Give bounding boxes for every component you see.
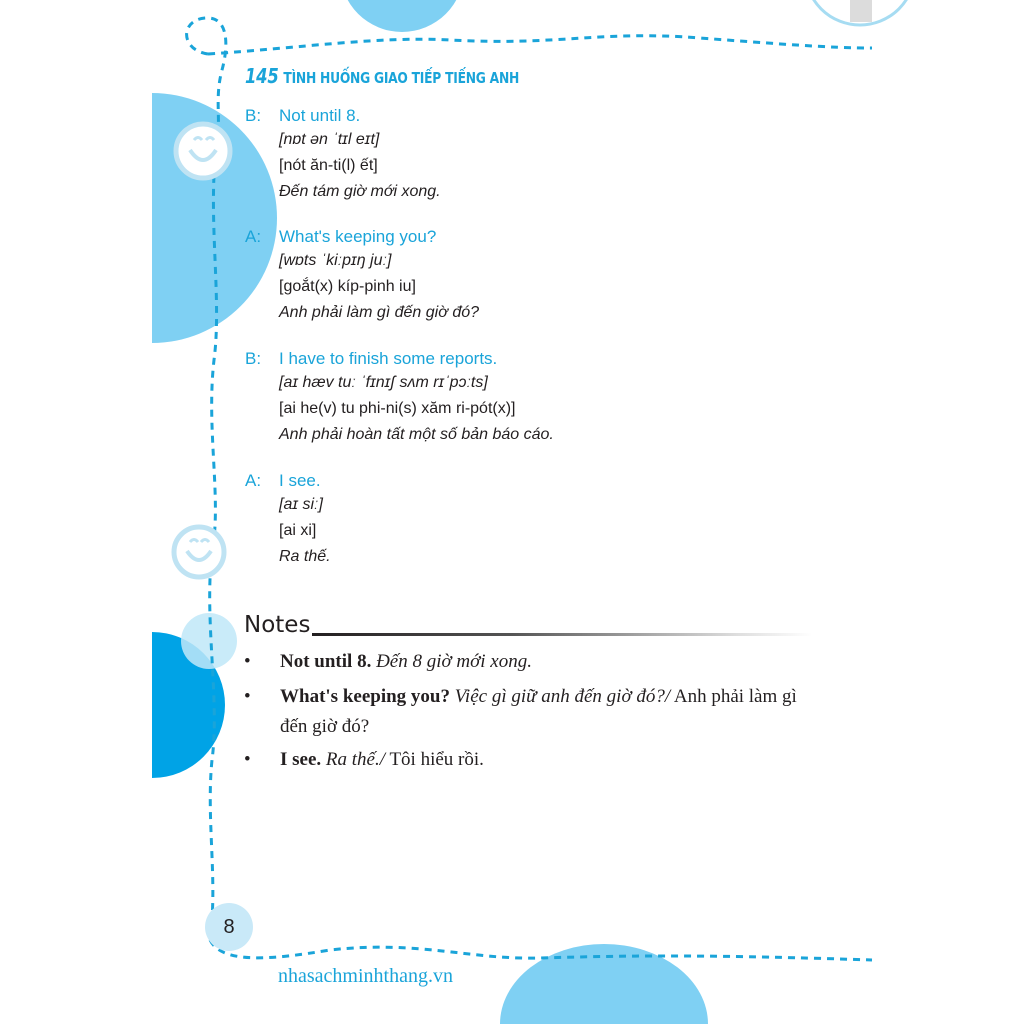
english-line: What's keeping you? [279,227,437,246]
english-line: I see. [279,471,321,490]
header-title-text: TÌNH HUỐNG GIAO TIẾP TIẾNG ANH [283,69,520,87]
english-line: I have to finish some reports. [279,349,498,368]
notes-heading: Notes [244,612,311,638]
ipa-line: [aɪ siː] [279,496,323,513]
translation-line: Đến tám giờ mới xong. [279,183,441,200]
dialogue-block [245,470,331,570]
note-item [244,745,810,775]
decor-corner [850,0,872,22]
dialogue-block [245,226,479,326]
header-number: 145 [245,64,279,88]
bullet: • [244,749,251,770]
ipa-line: [aɪ hæv tuː ˈfɪnɪʃ sʌm rɪˈpɔːts] [279,374,488,391]
smiley-icon [176,124,230,178]
note-meaning-italic: Đến 8 giờ mới xong. [376,651,532,672]
ipa-line: [wɒts ˈkiːpɪŋ juː] [279,252,392,269]
note-phrase: Not until 8. [280,651,372,672]
footer-url: nhasachminhthang.vn [278,965,453,987]
speaker-label: A: [245,471,262,490]
ipa-line: [nɒt ən ˈtɪl eɪt] [279,131,380,148]
speaker-label: B: [245,349,262,368]
note-item [244,682,810,742]
speaker-label: A: [245,227,262,246]
dialogue-block [245,348,554,448]
dotted-top-line [208,36,872,54]
dotted-bottom-line [210,940,872,960]
note-phrase: I see. [280,749,322,770]
pronunciation-line: [ai he(v) tu phi-ni(s) xăm ri-pót(x)] [279,400,516,417]
decor-circle-top [340,0,464,32]
dialogue-block [245,105,441,205]
smiley-icon [174,527,224,577]
english-line: Not until 8. [279,106,361,125]
note-item [244,647,810,677]
note-meaning-plain: Tôi hiểu rồi. [389,749,484,770]
note-meaning-italic: Ra thế./ [325,749,386,770]
bullet: • [244,686,251,707]
translation-line: Ra thế. [279,548,331,565]
note-phrase: What's keeping you? [280,686,450,707]
running-header [245,64,519,88]
pronunciation-line: [nót ăn-ti(l) ết] [279,157,378,174]
pronunciation-line: [goắt(x) kíp-pinh iu] [279,278,416,295]
speaker-label: B: [245,106,262,125]
note-meaning-plain: Anh phải làm gì đến giờ đó? [280,686,797,737]
translation-line: Anh phải làm gì đến giờ đó? [279,304,480,321]
note-meaning-italic: Việc gì giữ anh đến giờ đó?/ [454,686,671,707]
notes-divider [312,633,812,636]
page-number: 8 [205,903,253,951]
pronunciation-line: [ai xi] [279,522,317,539]
translation-line: Anh phải hoàn tất một số bản báo cáo. [279,426,554,443]
bullet: • [244,651,251,672]
